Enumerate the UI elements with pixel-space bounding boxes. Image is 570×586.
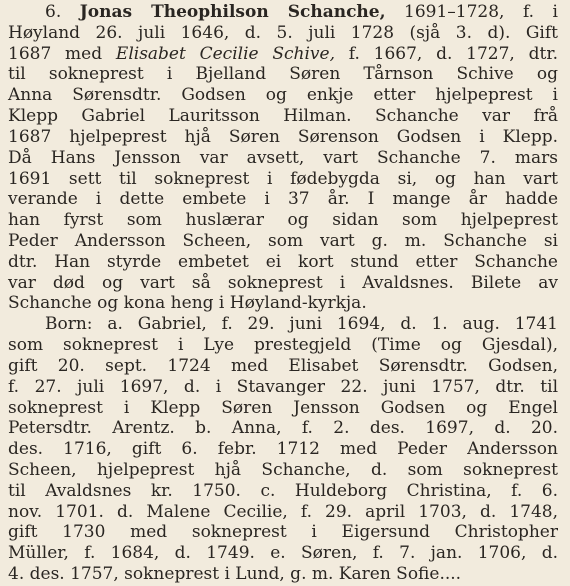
entry-heading-tail: 1691–1728, f. i xyxy=(385,2,558,22)
text-line: gift 1730 med sokneprest i Eigersund Christopher xyxy=(8,522,558,543)
text-line: sokneprest i Klepp Søren Jensson Godsen og Engel xyxy=(8,397,558,418)
entry-number: 6. xyxy=(45,2,80,22)
text-line: dtr. Han styrde embetet ei kort stund etter Schanche xyxy=(8,251,558,272)
text-line: nov. 1701. d. Malene Cecilie, f. 29. april 1703, d. 1748, xyxy=(8,501,558,522)
text-line: til Avaldsnes kr. 1750. c. Huldeborg Christina, f. 6. xyxy=(8,480,558,501)
text-line: Müller, f. 1684, d. 1749. e. Søren, f. 7. jan. 1706, d. xyxy=(8,543,558,564)
text-line: 1687 hjelpeprest hjå Søren Sørenson Godsen i Klepp. xyxy=(8,126,558,147)
text-line: des. 1716, gift 6. febr. 1712 med Peder Andersson xyxy=(8,439,558,460)
text-segment: f. 1667, d. 1727, dtr. xyxy=(334,43,559,64)
text-line: Petersdtr. Arentz. b. Anna, f. 2. des. 1697, d. 20. xyxy=(8,418,558,439)
text-line: Peder Andersson Scheen, som vart g. m. Schanche si xyxy=(8,231,558,251)
text-line: 4. des. 1757, sokneprest i Lund, g. m. Karen Sofie.... xyxy=(8,564,462,584)
text-line: gift 20. sept. 1724 med Elisabet Sørensdtr. Godsen, xyxy=(8,355,558,376)
text-line: Høyland 26. juli 1646, d. 5. juli 1728 (sjå 3. d). Gift xyxy=(8,22,558,43)
text-line: Då Hans Jensson var avsett, vart Schanche 7. mars xyxy=(8,147,558,168)
text-line: var død og vart så sokneprest i Avaldsnes. Bilete av xyxy=(8,272,558,293)
text-line: til sokneprest i Bjelland Søren Tårnson Schive og xyxy=(8,64,558,85)
entry-heading-line xyxy=(45,2,558,22)
text-line: Klepp Gabriel Lauritsson Hilman. Schanche var frå xyxy=(8,106,558,127)
text-line: 1691 sett til sokneprest i fødebygda si, og han vart xyxy=(8,168,558,189)
text-line xyxy=(8,44,558,64)
text-line: Anna Sørensdtr. Godsen og enkje etter hjelpeprest i xyxy=(8,85,558,106)
entry-person-name: Jonas Theophilson Schanche, xyxy=(79,2,386,22)
text-segment: 1687 med xyxy=(8,43,116,64)
text-line: Scheen, hjelpeprest hjå Schanche, d. som sokneprest xyxy=(8,459,558,480)
text-line: f. 27. juli 1697, d. i Stavanger 22. juni 1757, dtr. til xyxy=(8,376,558,397)
text-line: Schanche og kona heng i Høyland-kyrkja. xyxy=(8,293,367,314)
text-line: verande i dette embete i 37 år. I mange år hadde xyxy=(8,189,558,210)
children-heading-line: Born: a. Gabriel, f. 29. juni 1694, d. 1. aug. 1741 xyxy=(45,314,558,335)
text-line: som sokneprest i Lye prestegjeld (Time og Gjesdal), xyxy=(8,335,558,355)
spouse-name: Elisabet Cecilie Schive, xyxy=(115,43,335,64)
text-line: han fyrst som huslærar og sidan som hjelpeprest xyxy=(8,210,558,231)
